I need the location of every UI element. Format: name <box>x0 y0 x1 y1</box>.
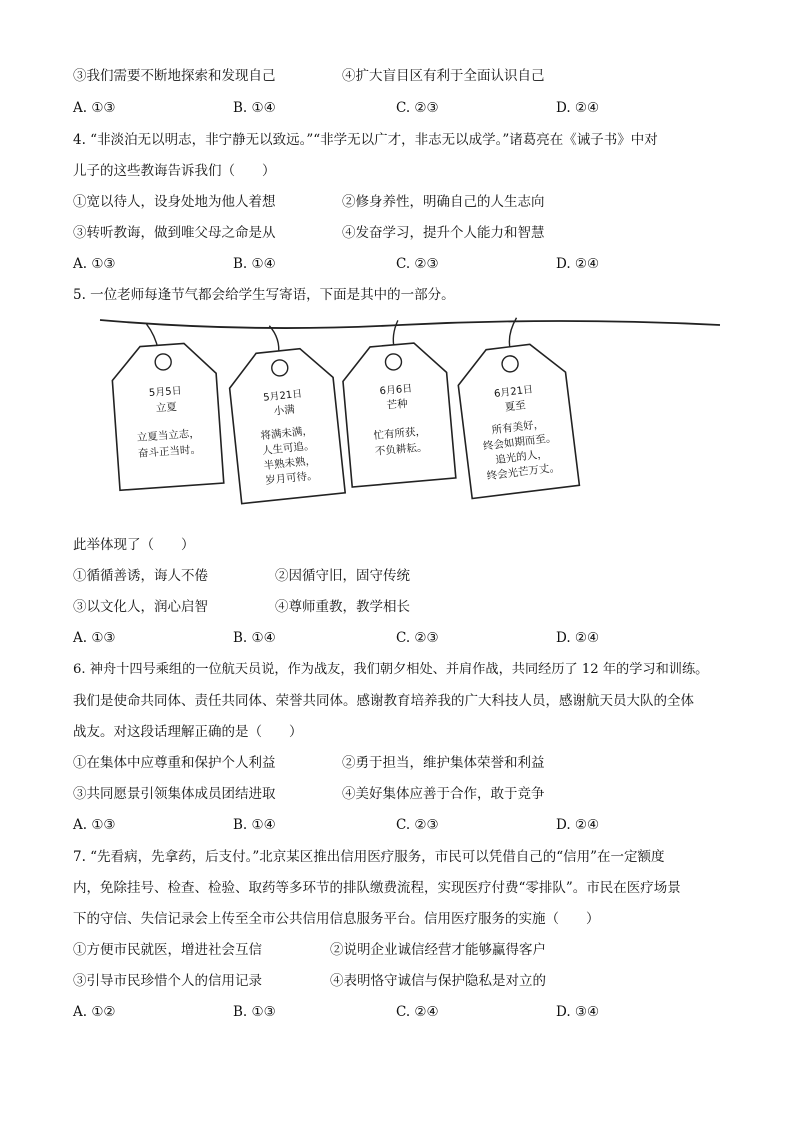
tag-xiazhi <box>451 313 579 499</box>
q4-option-c[interactable]: C. ②③ <box>396 256 439 272</box>
q6-statement-2: ②勇于担当，维护集体荣誉和利益 <box>342 755 545 771</box>
q3-option-a[interactable]: A. ①③ <box>73 100 116 116</box>
q6-stem-line-2: 我们是使命共同体、责任共同体、荣誉共同体。感谢教育培养我的广大科技人员，感谢航天员大队的全体 <box>73 693 694 709</box>
q3-option-b[interactable]: B. ①④ <box>233 100 276 116</box>
tag-mangzhong-date: 6月6日 <box>379 383 413 398</box>
q6-stem-line-3: 战友。对这段话理解正确的是（ ） <box>73 724 303 740</box>
q6-option-a[interactable]: A. ①③ <box>73 817 116 833</box>
tag-xiazhi-date: 6月21日 <box>493 384 534 401</box>
tag-mangzhong <box>338 317 456 487</box>
q6-statement-3: ③共同愿景引领集体成员团结进取 <box>73 786 276 802</box>
tag-xiaoman-line-3: 半熟未熟， <box>263 454 317 473</box>
q7-option-d[interactable]: D. ③④ <box>556 1004 600 1020</box>
q6-stem-line-1: 6. 神舟十四号乘组的一位航天员说，作为战友，我们朝夕相处、并肩作战，共同经历了 12 年的学习和训练。 <box>73 662 709 677</box>
q4-stem-line-2: 儿子的这些教诲告诉我们（ ） <box>73 163 276 179</box>
tag-xiazhi-line-1: 所有美好， <box>491 418 545 437</box>
hanging-string <box>100 320 720 328</box>
tag-xiazhi-term: 夏至 <box>504 399 527 414</box>
q3-option-c[interactable]: C. ②③ <box>396 100 439 116</box>
q5-stem-line-2: 此举体现了（ ） <box>73 537 195 553</box>
q4-option-d[interactable]: D. ②④ <box>556 256 600 272</box>
q7-statement-3: ③引导市民珍惜个人的信用记录 <box>73 973 262 989</box>
q7-stem-line-1: 7. “先看病，先拿药，后支付。”北京某区推出信用医疗服务，市民可以凭借自己的“信用”在一定额度 <box>73 849 665 865</box>
q5-option-c[interactable]: C. ②③ <box>396 630 439 646</box>
q5-statement-2: ②因循守旧，固守传统 <box>275 568 410 584</box>
tag-xiaoman-line-2: 人生可追。 <box>261 439 315 458</box>
q5-option-d[interactable]: D. ②④ <box>556 630 600 646</box>
q4-statement-1: ①宽以待人，设身处地为他人着想 <box>73 194 276 210</box>
tag-mangzhong-line-2: 不负耕耘。 <box>374 441 428 458</box>
tag-lixia-date: 5月5日 <box>148 385 183 400</box>
tag-lixia-line-2: 奋斗正当时。 <box>137 443 202 460</box>
q5-option-b[interactable]: B. ①④ <box>233 630 276 646</box>
q4-statement-2: ②修身养性，明确自己的人生志向 <box>342 194 545 210</box>
tag-lixia <box>109 319 224 490</box>
q4-stem-line-1: 4. “非淡泊无以明志，非宁静无以致远。”“非学无以广才，非志无以成学。”诸葛亮在《诫子书》中对 <box>73 132 658 148</box>
q3-statement-4: ④扩大盲目区有利于全面认识自己 <box>342 68 545 84</box>
q5-stem: 5. 一位老师每逢节气都会给学生写寄语，下面是其中的一部分。 <box>73 287 455 303</box>
tag-xiaoman-term: 小满 <box>273 403 296 418</box>
tag-xiaoman-line-4: 岁月可待。 <box>264 469 319 488</box>
tag-mangzhong-line-1: 忙有所获， <box>373 425 427 442</box>
q7-statement-2: ②说明企业诚信经营才能够赢得客户 <box>330 942 546 958</box>
q5-statement-1: ①循循善诱，诲人不倦 <box>73 568 208 584</box>
tag-lixia-term: 立夏 <box>155 401 178 415</box>
tag-xiaoman-line-1: 将满未满， <box>259 424 314 443</box>
tag-xiazhi-line-4: 终会光芒万丈。 <box>486 461 561 483</box>
tag-xiaoman <box>224 320 346 504</box>
q7-stem-line-2: 内，免除挂号、检查、检验、取药等多环节的排队缴费流程，实现医疗付费“零排队”。市民在医疗场景 <box>73 880 681 896</box>
q4-option-a[interactable]: A. ①③ <box>73 256 116 272</box>
tag-xiaoman-date: 5月21日 <box>262 388 303 404</box>
q7-stem-line-3: 下的守信、失信记录会上传至全市公共信用信息服务平台。信用医疗服务的实施（ ） <box>73 911 600 927</box>
q6-option-b[interactable]: B. ①④ <box>233 817 276 833</box>
q5-option-a[interactable]: A. ①③ <box>73 630 116 646</box>
q5-statement-4: ④尊师重教，教学相长 <box>275 599 410 615</box>
q4-statement-3: ③转听教诲，做到唯父母之命是从 <box>73 225 276 241</box>
tag-xiazhi-line-3: 追光的人， <box>494 448 549 467</box>
q4-option-b[interactable]: B. ①④ <box>233 256 276 272</box>
q7-statement-1: ①方便市民就医，增进社会互信 <box>73 942 262 958</box>
q5-statement-3: ③以文化人，润心启智 <box>73 599 208 615</box>
q3-option-d[interactable]: D. ②④ <box>556 100 600 116</box>
q6-option-d[interactable]: D. ②④ <box>556 817 600 833</box>
q7-option-c[interactable]: C. ②④ <box>396 1004 439 1020</box>
tag-xiazhi-line-2: 终会如期而至。 <box>482 431 557 453</box>
tag-mangzhong-term: 芒种 <box>386 397 409 412</box>
q7-option-a[interactable]: A. ①② <box>73 1004 116 1020</box>
q6-option-c[interactable]: C. ②③ <box>396 817 439 833</box>
solar-term-tags-illustration <box>0 305 793 535</box>
q6-statement-1: ①在集体中应尊重和保护个人利益 <box>73 755 276 771</box>
q4-statement-4: ④发奋学习，提升个人能力和智慧 <box>342 225 545 241</box>
q7-statement-4: ④表明恪守诚信与保护隐私是对立的 <box>330 973 546 989</box>
tag-lixia-line-1: 立夏当立志， <box>136 427 201 444</box>
q3-statement-3: ③我们需要不断地探索和发现自己 <box>73 68 276 84</box>
q6-statement-4: ④美好集体应善于合作，敢于竞争 <box>342 786 545 802</box>
q7-option-b[interactable]: B. ①③ <box>233 1004 276 1020</box>
